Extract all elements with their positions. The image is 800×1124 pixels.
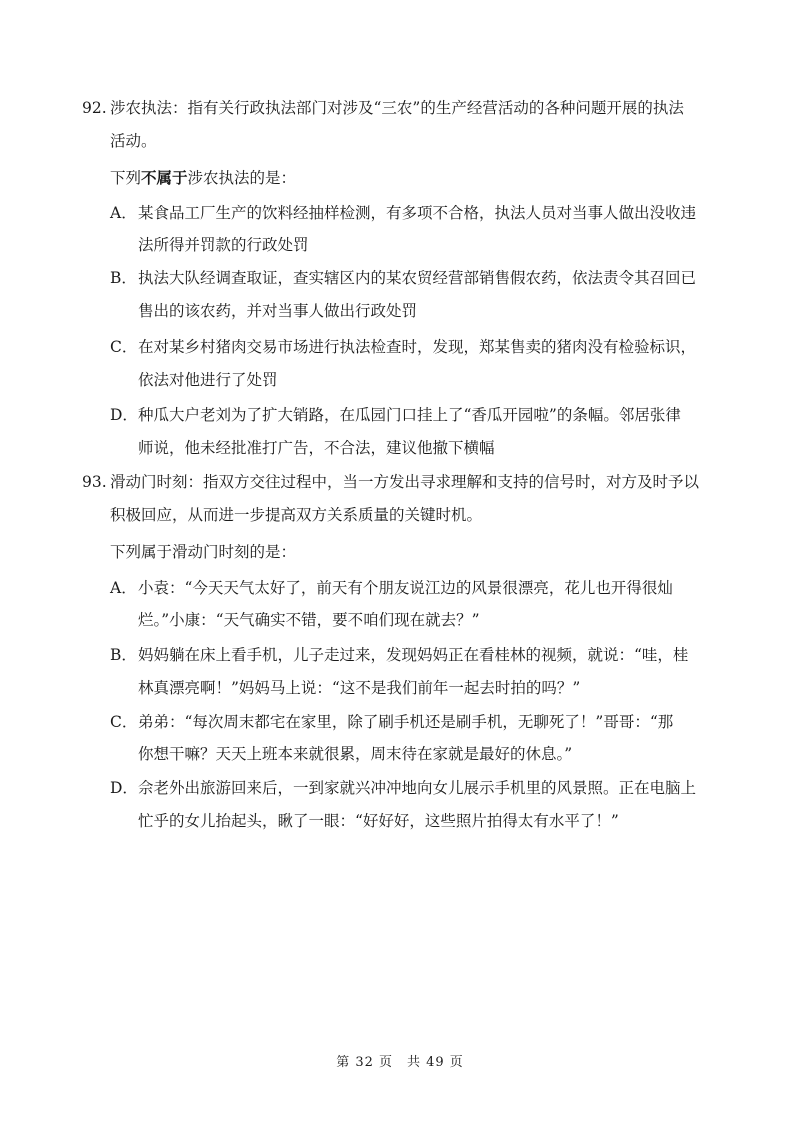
option-text: 忙乎的女儿抬起头，瞅了一眼：“好好好，这些照片拍得太有水平了！” [138, 812, 619, 830]
question-stem-line: 滑动门时刻：指双方交往过程中，当一方发出寻求理解和支持的信号时，对方及时予以 [110, 473, 700, 491]
option-letter: D． [110, 406, 138, 424]
option-letter: A． [110, 204, 137, 222]
option-letter: B． [110, 269, 137, 287]
option-letter: C． [110, 713, 138, 731]
option-text: 妈妈躺在床上看手机，儿子走过来，发现妈妈正在看桂林的视频，就说：“哇，桂 [138, 646, 689, 664]
prompt-text: 下列属于滑动门时刻的是： [110, 543, 297, 561]
question-stem-line: 涉农执法：指有关行政执法部门对涉及“三农”的生产经营活动的各种问题开展的执法 [110, 99, 684, 117]
option-letter: B． [110, 646, 137, 664]
option-text: 售出的该农药，并对当事人做出行政处罚 [138, 302, 418, 320]
question-prompt [110, 168, 296, 188]
option-text: 种瓜大户老刘为了扩大销路，在瓜园门口挂上了“香瓜开园啦”的条幅。邻居张律 [138, 406, 681, 424]
question-prompt [110, 542, 296, 562]
option-text: 林真漂亮啊！”妈妈马上说：“这不是我们前年一起去时拍的吗？” [138, 679, 581, 697]
prompt-emphasis: 不属于 [141, 168, 188, 187]
prompt-text: 涉农执法的是： [187, 169, 297, 187]
option-text: 你想干嘛？天天上班本来就很累，周末待在家就是最好的休息。” [138, 745, 573, 763]
option-text: 小袁：“今天天气太好了，前天有个朋友说江边的风景很漂亮，花儿也开得很灿 [138, 579, 673, 597]
option-text: 弟弟：“每次周末都宅在家里，除了刷手机还是刷手机，无聊死了！”哥哥：“那 [138, 713, 674, 731]
option-text: 师说，他未经批准打广告，不合法，建议他撤下横幅 [138, 439, 495, 457]
question-number: 93. [82, 473, 107, 491]
option-text: 佘老外出旅游回来后，一到家就兴冲冲地向女儿展示手机里的风景照。正在电脑上 [138, 779, 697, 797]
question-stem-line: 活动。 [110, 132, 157, 150]
option-text: 执法大队经调查取证，查实辖区内的某农贸经营部销售假农药，依法责令其召回已 [138, 269, 697, 287]
question-stem-line: 积极回应，从而进一步提高双方关系质量的关键时机。 [110, 506, 483, 524]
option-letter: D． [110, 779, 138, 797]
option-text: 依法对他进行了处罚 [138, 371, 278, 389]
option-text: 烂。”小康：“天气确实不错，要不咱们现在就去？” [138, 611, 480, 629]
page-footer: 第 32 页 共 49 页 [336, 1055, 464, 1070]
option-letter: A． [110, 579, 137, 597]
option-letter: C． [110, 338, 138, 356]
prompt-text: 下列 [110, 169, 142, 187]
option-text: 在对某乡村猪肉交易市场进行执法检查时，发现，郑某售卖的猪肉没有检验标识， [138, 338, 697, 356]
option-text: 某食品工厂生产的饮料经抽样检测，有多项不合格，执法人员对当事人做出没收违 [138, 204, 697, 222]
option-text: 法所得并罚款的行政处罚 [138, 236, 309, 254]
question-number: 92. [82, 99, 107, 117]
